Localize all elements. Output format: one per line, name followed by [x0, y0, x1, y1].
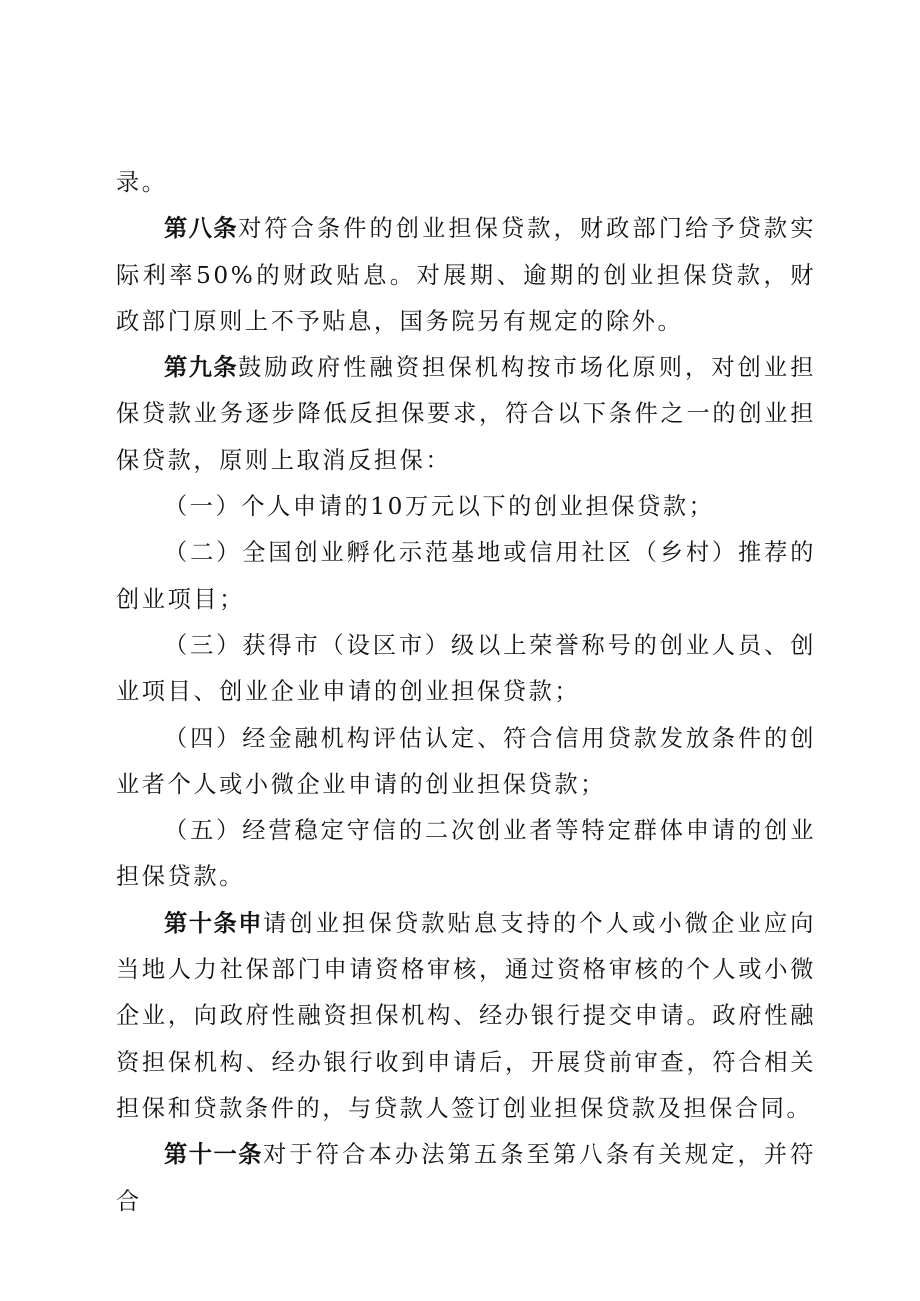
list-item-3 [116, 623, 816, 716]
article-text: 请创业担保贷款贴息支持的个人或小微企业应向当地人力社保部门申请资格审核，通过资格审核的个人或小微企业，向政府性融资担保机构、经办银行提交申请。政府性融资担保机构、经办银行收到申请后，开展贷前审查，符合相关担保和贷款条件的，与贷款人签订创业担保贷款及担保合同。 [116, 909, 817, 1122]
list-item-5 [116, 808, 816, 901]
article-text: 对于符合本办法第五条至第八条有关规定，并符合 [116, 1141, 817, 1215]
article-9 [116, 345, 816, 484]
list-item-text: （三）获得市（设区市）级以上荣誉称号的创业人员、创业项目、创业企业申请的创业担保贷款； [116, 631, 816, 706]
paragraph-text: 录。 [116, 169, 168, 196]
article-heading: 第九条 [164, 354, 239, 382]
article-heading: 第十一条 [164, 1141, 264, 1169]
article-heading: 第十条申 [164, 909, 264, 937]
list-item-text: （二）全国创业孵化示范基地或信用社区（乡村）推荐的创业项目； [116, 539, 816, 613]
list-item-text: （一）个人申请的10万元以下的创业担保贷款； [164, 493, 715, 521]
list-item-text: （四）经金融机构评估认定、符合信用贷款发放条件的创业者个人或小微企业申请的创业担保贷款； [116, 724, 816, 798]
paragraph-continuation [116, 160, 816, 206]
article-8 [116, 206, 816, 345]
article-heading: 第八条 [164, 215, 239, 243]
list-item-text: （五）经营稳定守信的二次创业者等特定群体申请的创业担保贷款。 [116, 817, 816, 891]
article-10 [116, 901, 816, 1132]
article-text: 鼓励政府性融资担保机构按市场化原则，对创业担保贷款业务逐步降低反担保要求，符合以下条件之一的创业担保贷款，原则上取消反担保： [116, 354, 816, 474]
list-item-1 [116, 484, 816, 530]
list-item-2 [116, 530, 816, 623]
article-text: 对符合条件的创业担保贷款，财政部门给予贷款实际利率50%的财政贴息。对展期、逾期的创业担保贷款，财政部门原则上不予贴息，国务院另有规定的除外。 [116, 215, 816, 335]
article-11 [116, 1132, 816, 1225]
list-item-4 [116, 716, 816, 809]
document-body [116, 160, 816, 1225]
